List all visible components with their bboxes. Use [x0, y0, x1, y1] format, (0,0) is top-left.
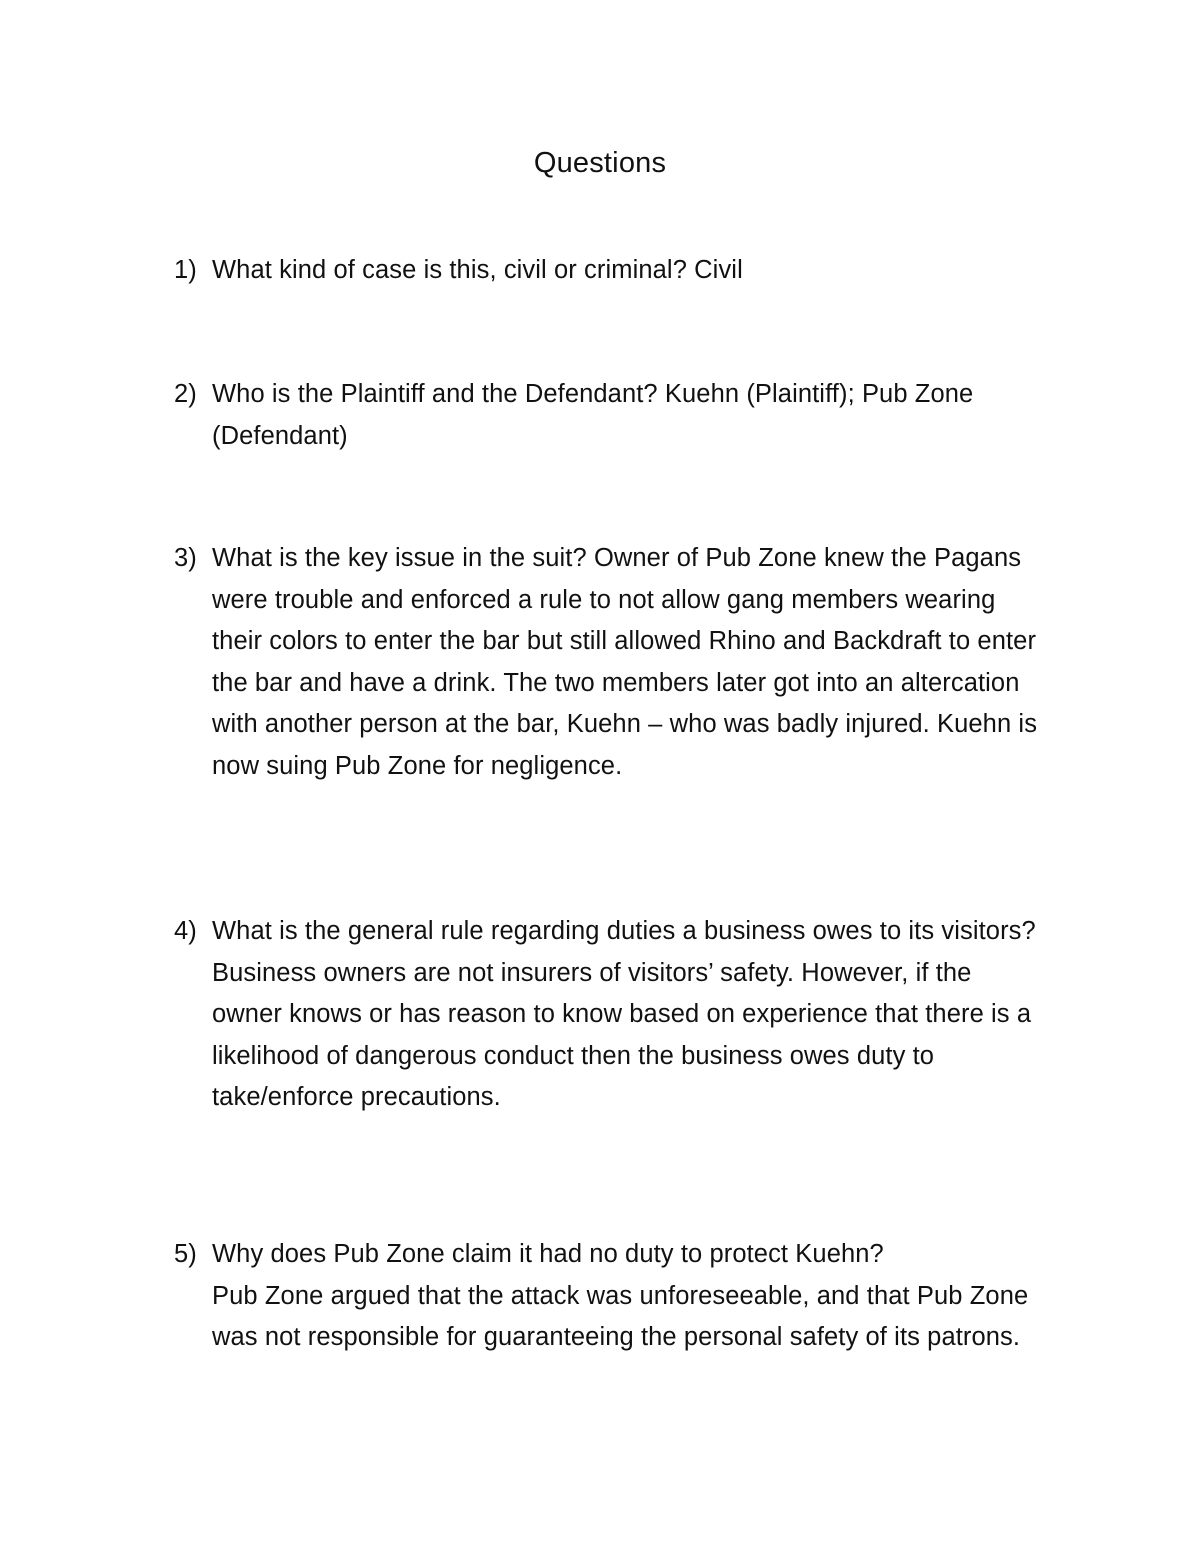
- answer-text: Kuehn (Plaintiff); Pub Zone (Defendant): [212, 380, 974, 450]
- question-number: 4): [174, 917, 197, 945]
- answer-text: Owner of Pub Zone knew the Pagans were trouble and enforced a rule to not allow gang members wearing their colors to enter the bar but still allowed Rhino and Backdraft to enter the bar and have a drink. The two members later got into an altercation with another person at the bar, Kuehn – who was badly injured. Kuehn is now suing Pub Zone for negligence.: [212, 544, 1038, 780]
- question-item-1: [174, 250, 1074, 292]
- answer-text: Pub Zone argued that the attack was unforeseeable, and that Pub Zone was not responsible for guaranteeing the personal safety of its patrons.: [212, 1281, 1029, 1351]
- answer-text: Civil: [694, 256, 743, 284]
- question-text: Who is the Plaintiff and the Defendant?: [212, 380, 658, 408]
- question-body: [212, 911, 1042, 1119]
- answer-text: Business owners are not insurers of visitors’ safety. However, if the owner knows or has reason to know based on experience that there is a likelihood of dangerous conduct then the business owes duty to take/enforce precautions.: [212, 958, 1032, 1111]
- question-text: Why does Pub Zone claim it had no duty to protect Kuehn?: [212, 1240, 884, 1268]
- question-body: [212, 250, 1074, 292]
- question-text: What kind of case is this, civil or criminal?: [212, 256, 687, 284]
- question-item-3: [174, 538, 1074, 787]
- question-body: [212, 1234, 1042, 1359]
- question-item-4: [174, 911, 1074, 1119]
- question-body: [212, 374, 1002, 457]
- question-number: 5): [174, 1240, 197, 1268]
- question-text: What is the key issue in the suit?: [212, 544, 587, 572]
- question-body: [212, 538, 1040, 787]
- question-item-2: [174, 374, 1074, 457]
- question-text: What is the general rule regarding duties a business owes to its visitors?: [212, 917, 1036, 945]
- question-number: 2): [174, 380, 197, 408]
- question-number: 1): [174, 256, 197, 284]
- question-item-5: [174, 1234, 1074, 1359]
- page-title: Questions: [533, 147, 667, 179]
- question-number: 3): [174, 544, 197, 572]
